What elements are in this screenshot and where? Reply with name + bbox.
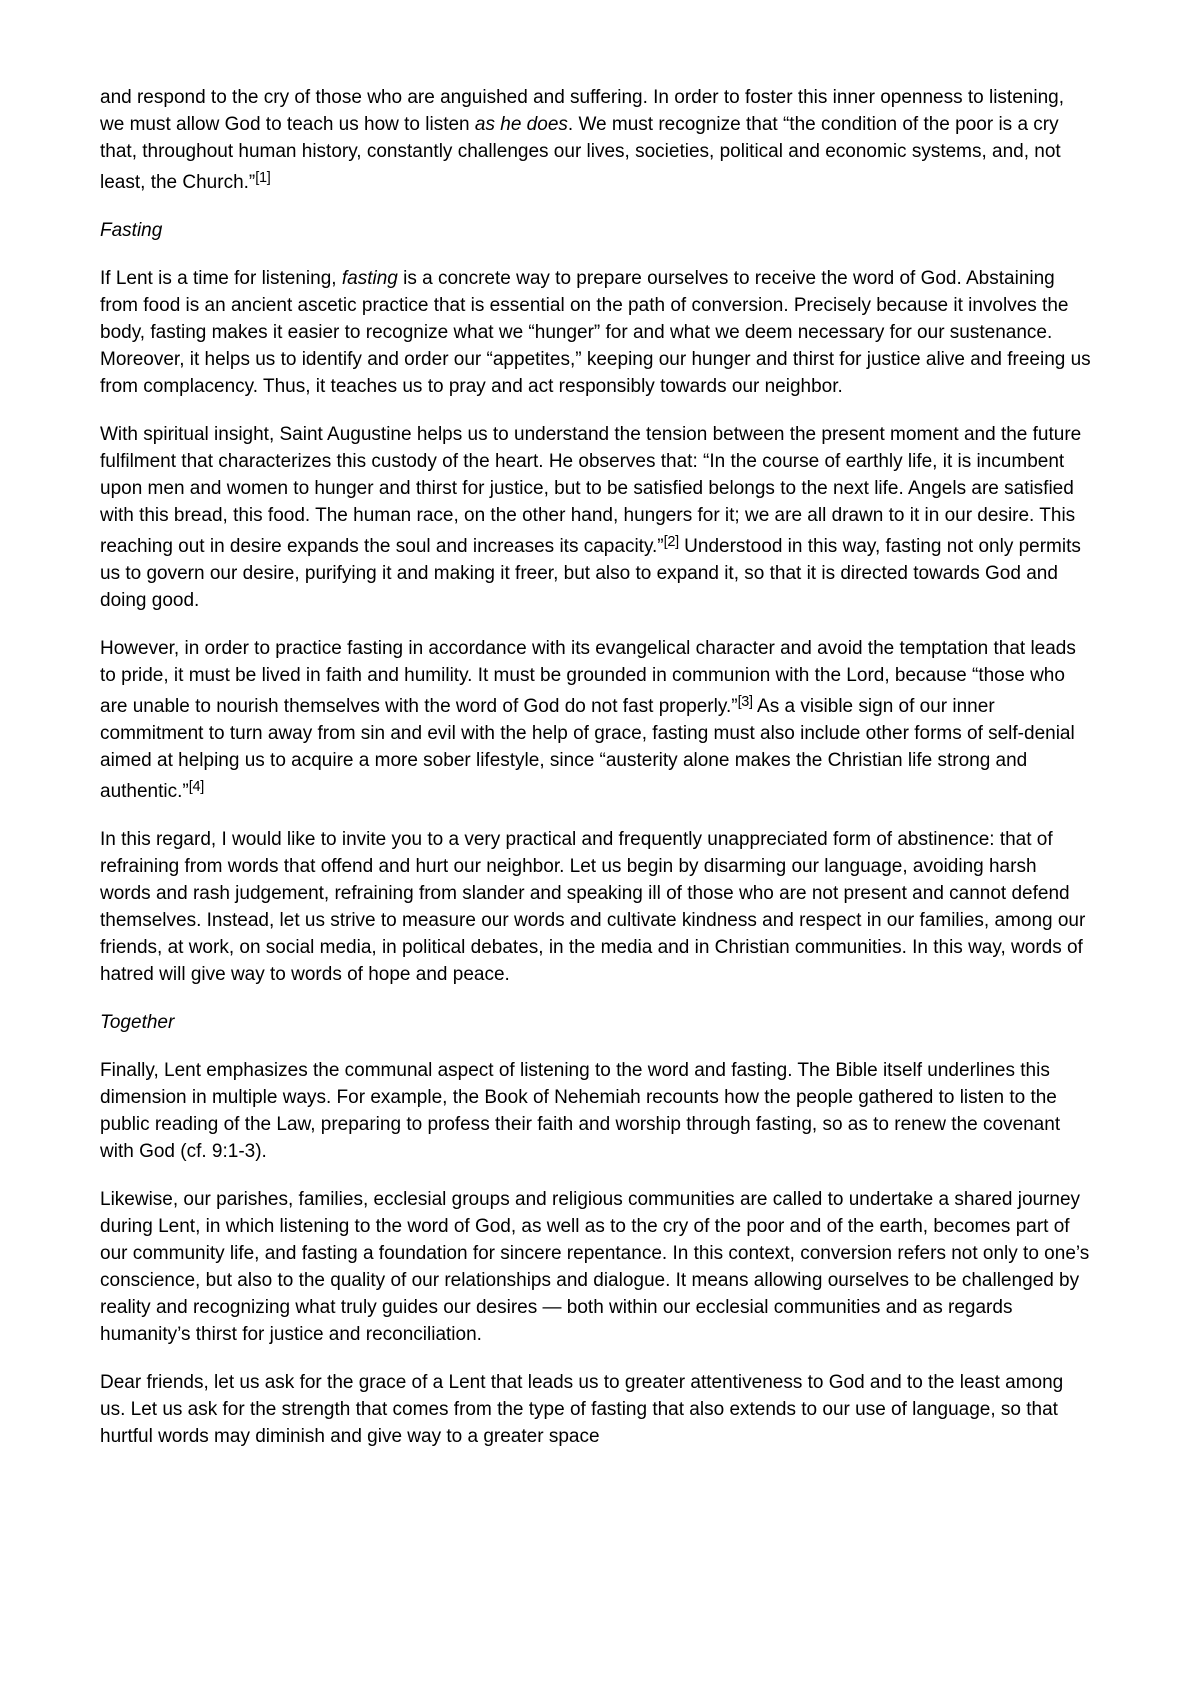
footnote-ref[interactable]: [1] — [255, 170, 271, 186]
text-run: As a visible sign of our inner commitment to turn away from sin and evil with the help of grace, fasting must also include other forms of self-denial aimed at helping us to acquire a more sober lifestyle, since “austerity alone makes the Christian life strong and authentic.” — [100, 696, 1075, 802]
text-run: With spiritual insight, Saint Augustine helps us to understand the tension between the present moment and the future fulfilment that characterizes this custody of the heart. He observes that: “In the course of earthly life, it is incumbent upon men and women to hunger and thirst for justice, but to be satisfied belongs to the next life. Angels are satisfied with this bread, this food. The human race, on the other hand, hungers for it; we are all drawn to it in our desire. This reaching out in desire expands the soul and increases its capacity.” — [100, 424, 1082, 557]
text-run: However, in order to practice fasting in accordance with its evangelical character and avoid the temptation that leads to pride, it must be lived in faith and humility. It must be grounded in communion with the Lord, because “those who are unable to nourish themselves with the word of God do not fast properly.” — [100, 638, 1076, 717]
footnote-ref[interactable]: [4] — [188, 779, 204, 795]
paragraph-dear-friends — [100, 1369, 1092, 1450]
footnote-ref[interactable]: [3] — [737, 694, 753, 710]
text-run: Understood in this way, fasting not only permits us to govern our desire, purifying it and making it freer, but also to expand it, so that it is directed towards God and doing good. — [100, 536, 1081, 611]
paragraph-abstinence-of-words — [100, 826, 1092, 988]
paragraph-saint-augustine — [100, 421, 1092, 614]
text-run: and respond to the cry of those who are anguished and suffering. In order to foster this inner openness to listening, we must allow God to teach us how to listen — [100, 87, 1064, 135]
paragraph-shared-journey — [100, 1186, 1092, 1348]
paragraph-cry-of-the-poor — [100, 84, 1092, 196]
paragraph-communal-dimension — [100, 1057, 1092, 1165]
section-heading-together: Together — [100, 1012, 175, 1033]
text-run: Finally, Lent emphasizes the communal aspect of listening to the word and fasting. The Bible itself underlines this dimension in multiple ways. For example, the Book of Nehemiah recounts how the people gathered to listen to the public reading of the Law, preparing to profess their faith and worship through fasting, so as to renew the covenant with God (cf. 9:1-3). — [100, 1060, 1061, 1162]
text-run: . We must recognize that “the condition of the poor is a cry that, throughout human history, constantly challenges our lives, societies, political and economic systems, and, not least, the Church.” — [100, 114, 1061, 193]
footnote-ref[interactable]: [2] — [663, 534, 679, 550]
text-run: If Lent is a time for listening, — [100, 268, 342, 289]
paragraph-fasting-intro — [100, 265, 1092, 400]
text-run: Likewise, our parishes, families, ecclesial groups and religious communities are called to undertake a shared journey during Lent, in which listening to the word of God, as well as to the cry of the poor and of the earth, becomes part of our community life, and fasting a foundation for sincere repentance. In this context, conversion refers not only to one’s conscience, but also to the quality of our relationships and dialogue. It means allowing ourselves to be challenged by reality and recognizing what truly guides our desires — both within our ecclesial communities and as regards humanity’s thirst for justice and reconciliation. — [100, 1189, 1090, 1345]
emphasized-text: fasting — [341, 268, 398, 289]
emphasized-text: as he does — [474, 114, 568, 135]
paragraph-evangelical-fasting — [100, 635, 1092, 805]
text-run: is a concrete way to prepare ourselves to receive the word of God. Abstaining from food is an ancient ascetic practice that is essential on the path of conversion. Precisely because it involves the body, fasting makes it easier to recognize what we “hunger” for and what we deem necessary for our sustenance. Moreover, it helps us to identify and order our “appetites,” keeping our hunger and thirst for justice alive and freeing us from complacency. Thus, it teaches us to pray and act responsibly towards our neighbor. — [100, 268, 1091, 397]
text-run: In this regard, I would like to invite you to a very practical and frequently unappreciated form of abstinence: that of refraining from words that offend and hurt our neighbor. Let us begin by disarming our language, avoiding harsh words and rash judgement, refraining from slander and speaking ill of those who are not present and cannot defend themselves. Instead, let us strive to measure our words and cultivate kindness and respect in our families, among our friends, at work, on social media, in political debates, in the media and in Christian communities. In this way, words of hatred will give way to words of hope and peace. — [100, 829, 1086, 985]
section-heading-fasting: Fasting — [100, 220, 163, 241]
text-run: Dear friends, let us ask for the grace of a Lent that leads us to greater attentiveness to God and to the least among us. Let us ask for the strength that comes from the type of fasting that also extends to our use of language, so that hurtful words may diminish and give way to a greater space — [100, 1372, 1064, 1447]
